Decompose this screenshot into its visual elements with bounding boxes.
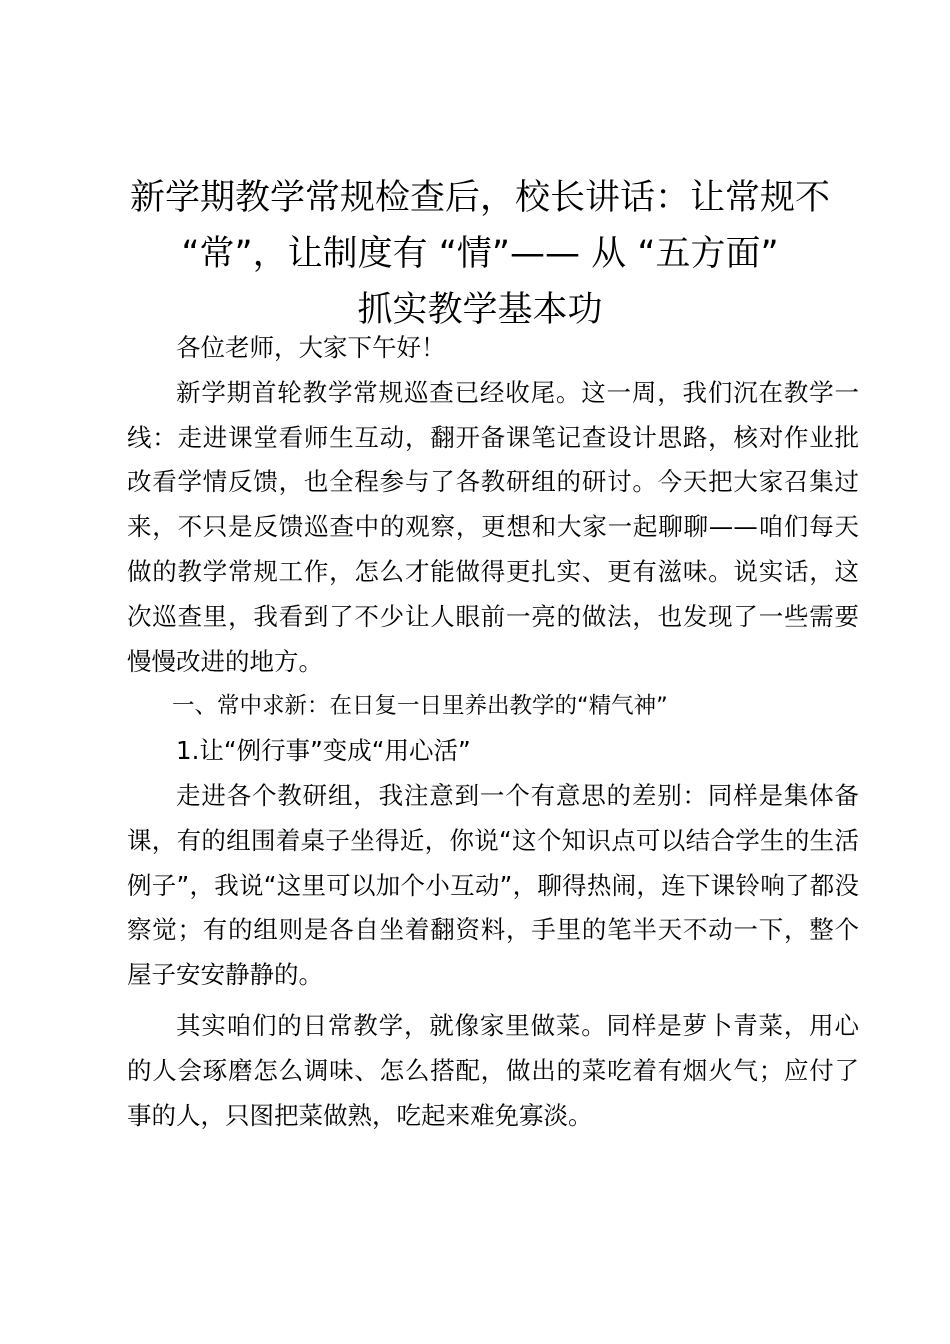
document-title <box>120 170 840 338</box>
document-body <box>127 326 859 1138</box>
body-paragraph: 走进各个教研组，我注意到一个有意思的差别：同样是集体备课，有的组围着桌子坐得近，你说“这个知识点可以结合学生的生活例子”，我说“这里可以加个小互动”，聊得热闹，连下课铃响了都没察觉；有的组则是各自坐着翻资料，手里的笔半天不动一下，整个屋子安安静静的。 <box>127 780 859 990</box>
title-line-3: 抓实教学基本功 <box>357 290 603 330</box>
section-heading: 一、常中求新：在日复一日里养出教学的“精气神” <box>172 693 668 720</box>
body-paragraph: 其实咱们的日常教学，就像家里做菜。同样是萝卜青菜，用心的人会琢磨怎么调味、怎么搭配，做出的菜吃着有烟火气；应付了事的人，只图把菜做熟，吃起来难免寡淡。 <box>127 1010 859 1130</box>
intro-paragraph: 新学期首轮教学常规巡查已经收尾。这一周，我们沉在教学一线：走进课堂看师生互动，翻开备课笔记查设计思路，核对作业批改看学情反馈，也全程参与了各教研组的研讨。今天把大家召集过来，不只是反馈巡查中的观察，更想和大家一起聊聊——咱们每天做的教学常规工作，怎么才能做得更扎实、更有滋味。说实话，这次巡查里，我看到了不少让人眼前一亮的做法，也发现了一些需要慢慢改进的地方。 <box>127 377 859 676</box>
title-line-2: “常”，让制度有 “情”—— 从 “五方面” <box>181 234 779 274</box>
title-line-1: 新学期教学常规检查后，校长讲话：让常规不 <box>129 178 830 218</box>
subsection-heading: 1.让“例行事”变成“用心活” <box>176 736 471 766</box>
greeting-paragraph: 各位老师，大家下午好！ <box>176 333 446 362</box>
